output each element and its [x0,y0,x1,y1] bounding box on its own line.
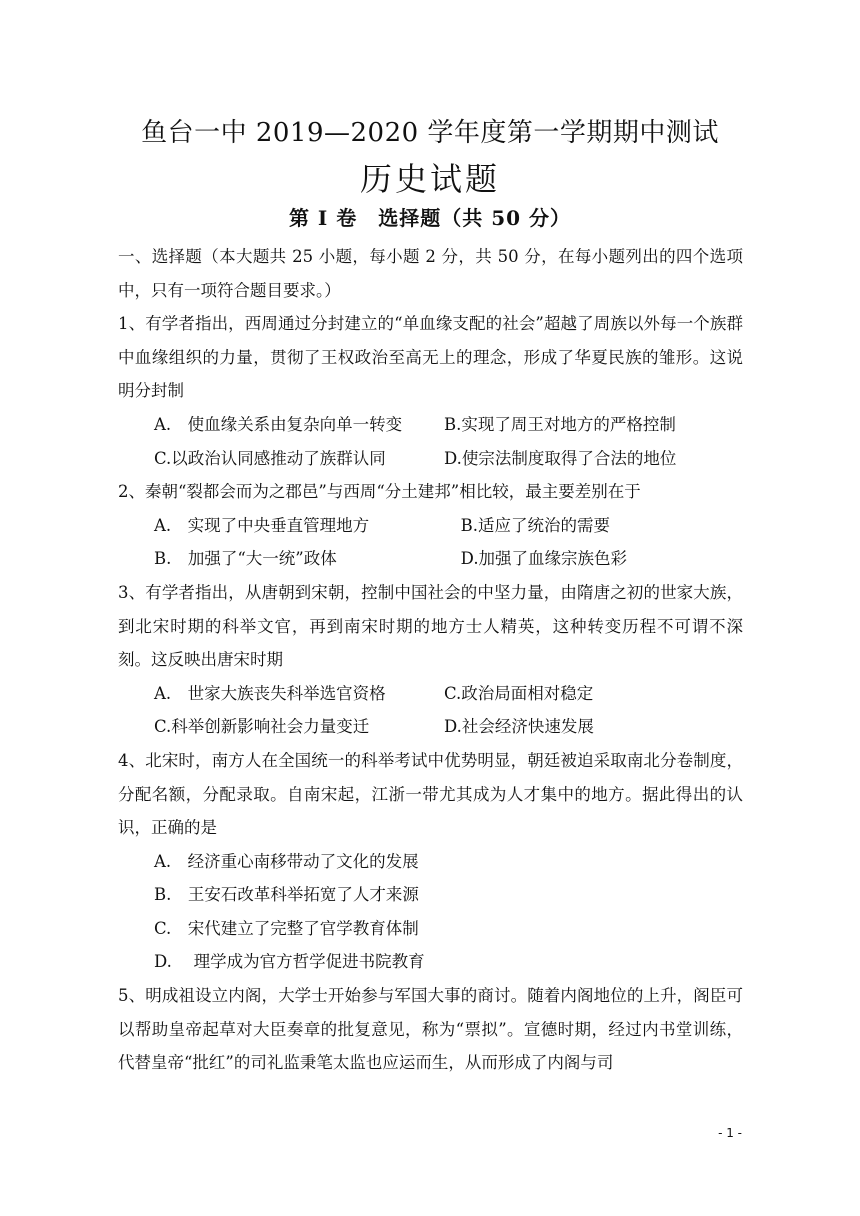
section-title: 第 I 卷 选择题（共 50 分） [288,206,572,230]
subject-title: 历史试题 [359,160,500,198]
instructions: 一、选择题（本大题共 25 小题，每小题 2 分，共 50 分，在每小题列出的四个选项中，只有一项符合题目要求。） [118,247,743,300]
option: A. 世家大族丧失科举选官资格 [154,683,386,703]
question-2-stem: 2、秦朝“裂都会而为之郡邑”与西周“分土建邦”相比较，最主要差别在于 [118,482,641,502]
option: B.实现了周王对地方的严格控制 [444,414,676,434]
question-1-stem: 1、有学者指出，西周通过分封建立的“单血缘支配的社会”超越了周族以外每一个族群中血缘组织的力量，贯彻了王权政治至高无上的理念，形成了华夏民族的雏形。这说明分封制 [118,314,743,401]
question-5-stem: 5、明成祖设立内阁，大学士开始参与军国大事的商讨。随着内阁地位的上升，阁臣可以帮助皇帝起草对大臣奏章的批复意见，称为“票拟”。宣德时期，经过内书堂训练，代替皇帝“批红”的司礼监秉笔太监也应运而生，从而形成了内阁与司 [118,986,743,1073]
option: C.以政治认同感推动了族群认同 [154,448,386,468]
question-3-options [118,677,743,744]
exam-content [118,240,743,1080]
option: A. 使血缘关系由复杂向单一转变 [154,414,403,434]
question-3-stem: 3、有学者指出，从唐朝到宋朝，控制中国社会的中坚力量，由隋唐之初的世家大族，到北宋时期的科举文官，再到南宋时期的地方士人精英，这种转变历程不可谓不深刻。这反映出唐宋时期 [118,582,743,670]
option: B. 王安石改革科举拓宽了人才来源 [154,885,419,905]
option: D. 理学成为官方哲学促进书院教育 [154,952,425,972]
option: A. 经济重心南移带动了文化的发展 [154,851,419,871]
option: C.科举创新影响社会力量变迁 [154,717,370,737]
option: B. 加强了“大一统”政体 [154,549,337,569]
option: C. 宋代建立了完整了官学教育体制 [154,918,419,938]
page-number: - 1 - [718,1126,742,1140]
exam-title: 鱼台一中 2019—2020 学年度第一学期期中测试 [141,118,719,148]
question-4-options [118,845,743,979]
option: D.使宗法制度取得了合法的地位 [444,448,677,468]
option: C.政治局面相对稳定 [444,683,594,703]
option: A. 实现了中央垂直管理地方 [154,515,370,535]
option: B.适应了统治的需要 [460,515,611,535]
question-1-options [118,408,743,475]
option: D.加强了血缘宗族色彩 [460,549,628,569]
question-2-options [118,509,743,576]
option: D.社会经济快速发展 [444,717,594,737]
question-4-stem: 4、北宋时，南方人在全国统一的科举考试中优势明显，朝廷被迫采取南北分卷制度，分配名额，分配录取。自南宋起，江浙一带尤其成为人才集中的地方。据此得出的认识，正确的是 [118,750,743,838]
